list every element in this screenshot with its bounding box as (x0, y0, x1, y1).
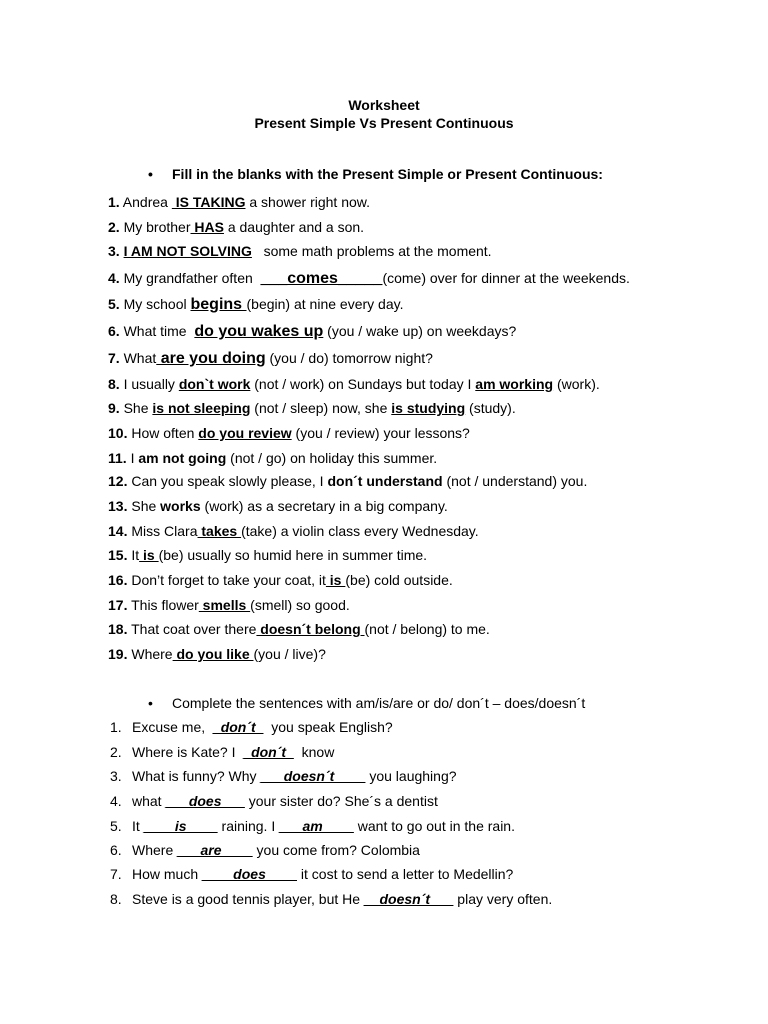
answer-blank: ___am____ (279, 818, 354, 834)
part2-instruction: Complete the sentences with am/is/are or do/ don´t – does/doesn´t (172, 695, 586, 711)
bullet-icon: • (148, 695, 153, 711)
exercise-item-17: 17. This flower smells (smell) so good. (108, 597, 350, 613)
answer-blank: is not sleeping (152, 400, 251, 416)
exercise-item-5: 5. My school begins (begin) at nine every day. (108, 296, 404, 313)
exercise-item-9: 9. She is not sleeping (not / sleep) now, she is studying (study). (108, 400, 516, 416)
exercise-item-12: 12. Can you speak slowly please, I don´t understand (not / understand) you. (108, 473, 588, 489)
part1-instruction-line (148, 166, 603, 182)
exercise2-item-8: 8. Steve is a good tennis player, but He __doesn´t___ play very often. (110, 891, 553, 907)
answer-blank: doesn´t belong (256, 621, 365, 637)
answer-blank: HAS (190, 219, 224, 235)
bullet-icon: • (148, 166, 153, 182)
exercise-item-19: 19. Where do you like (you / live)? (108, 646, 326, 662)
exercise2-item-1: 1. Excuse me, _don´t_ you speak English? (110, 719, 393, 735)
answer-blank: __doesn´t___ (363, 891, 454, 907)
exercise-item-15: 15. It is (be) usually so humid here in summer time. (108, 547, 428, 563)
answer-blank: takes (197, 523, 242, 539)
answer-blank: do you review (198, 425, 292, 441)
exercise-item-18: 18. That coat over there doesn´t belong (not / belong) to me. (108, 621, 490, 637)
exercise-item-10: 10. How often do you review (you / review) your lessons? (108, 425, 470, 441)
exercise-item-13: 13. She works (work) as a secretary in a big company. (108, 498, 448, 514)
exercise-item-2: 2. My brother HAS a daughter and a son. (108, 219, 365, 235)
answer-blank: is (325, 572, 346, 588)
exercise2-item-6: 6. Where ___are____ you come from? Colombia (110, 842, 420, 858)
answer-blank: ___comes_____ (260, 270, 383, 287)
exercise-item-8: 8. I usually don`t work (not / work) on Sundays but today I am working (work). (108, 376, 600, 392)
exercise-item-3: 3. I AM NOT SOLVING some math problems at the moment. (108, 243, 492, 259)
answer-blank: begins (190, 296, 247, 313)
answer-blank: am not going (138, 450, 227, 466)
answer-blank: do you wakes up (194, 323, 324, 340)
exercise2-item-7: 7. How much ____does____ it cost to send a letter to Medellin? (110, 866, 514, 882)
answer-blank: IS TAKING (171, 194, 246, 210)
answer-blank: I AM NOT SOLVING (123, 243, 252, 259)
answer-blank: smells (198, 597, 251, 613)
answer-blank: _don´t_ (212, 719, 264, 735)
exercise-item-14: 14. Miss Clara takes (take) a violin class every Wednesday. (108, 523, 479, 539)
worksheet-title: Worksheet (348, 97, 420, 113)
answer-blank: don`t work (178, 376, 251, 392)
part2-instruction-line (148, 695, 585, 711)
answer-blank: ___doesn´t____ (260, 768, 366, 784)
exercise2-item-3: 3. What is funny? Why ___doesn´t____ you laughing? (110, 768, 457, 784)
answer-blank: ____is____ (143, 818, 218, 834)
exercise2-item-5: 5. It ____is____ raining. I ___am____ want to go out in the rain. (110, 818, 515, 834)
part1-instruction: Fill in the blanks with the Present Simple or Present Continuous: (172, 166, 603, 182)
exercise-item-16: 16. Don’t forget to take your coat, it is (be) cold outside. (108, 572, 453, 588)
exercise-item-4: 4. My grandfather often ___comes_____(come) over for dinner at the weekends. (108, 270, 630, 287)
exercise2-item-2: 2. Where is Kate? I _don´t_ know (110, 744, 335, 760)
answer-blank: ____does____ (202, 866, 297, 882)
answer-blank: don´t understand (327, 473, 443, 489)
exercise-item-7: 7. What are you doing (you / do) tomorrow night? (108, 350, 433, 367)
answer-blank: are you doing (156, 350, 266, 367)
worksheet-subtitle: Present Simple Vs Present Continuous (254, 115, 514, 131)
answer-blank: works (160, 498, 201, 514)
exercise-item-11: 11. I am not going (not / go) on holiday this summer. (108, 450, 438, 466)
answer-blank: _don´t_ (243, 744, 294, 760)
answer-blank: is (139, 547, 159, 563)
exercise-item-1: 1. Andrea IS TAKING a shower right now. (108, 194, 370, 210)
answer-blank: is studying (391, 400, 466, 416)
answer-blank: ___are____ (177, 842, 253, 858)
answer-blank: am working (475, 376, 554, 392)
exercise-item-6: 6. What time do you wakes up (you / wake up) on weekdays? (108, 323, 517, 340)
answer-blank: ___does___ (165, 793, 245, 809)
answer-blank: do you like (172, 646, 254, 662)
exercise2-item-4: 4. what ___does___ your sister do? She´s a dentist (110, 793, 438, 809)
